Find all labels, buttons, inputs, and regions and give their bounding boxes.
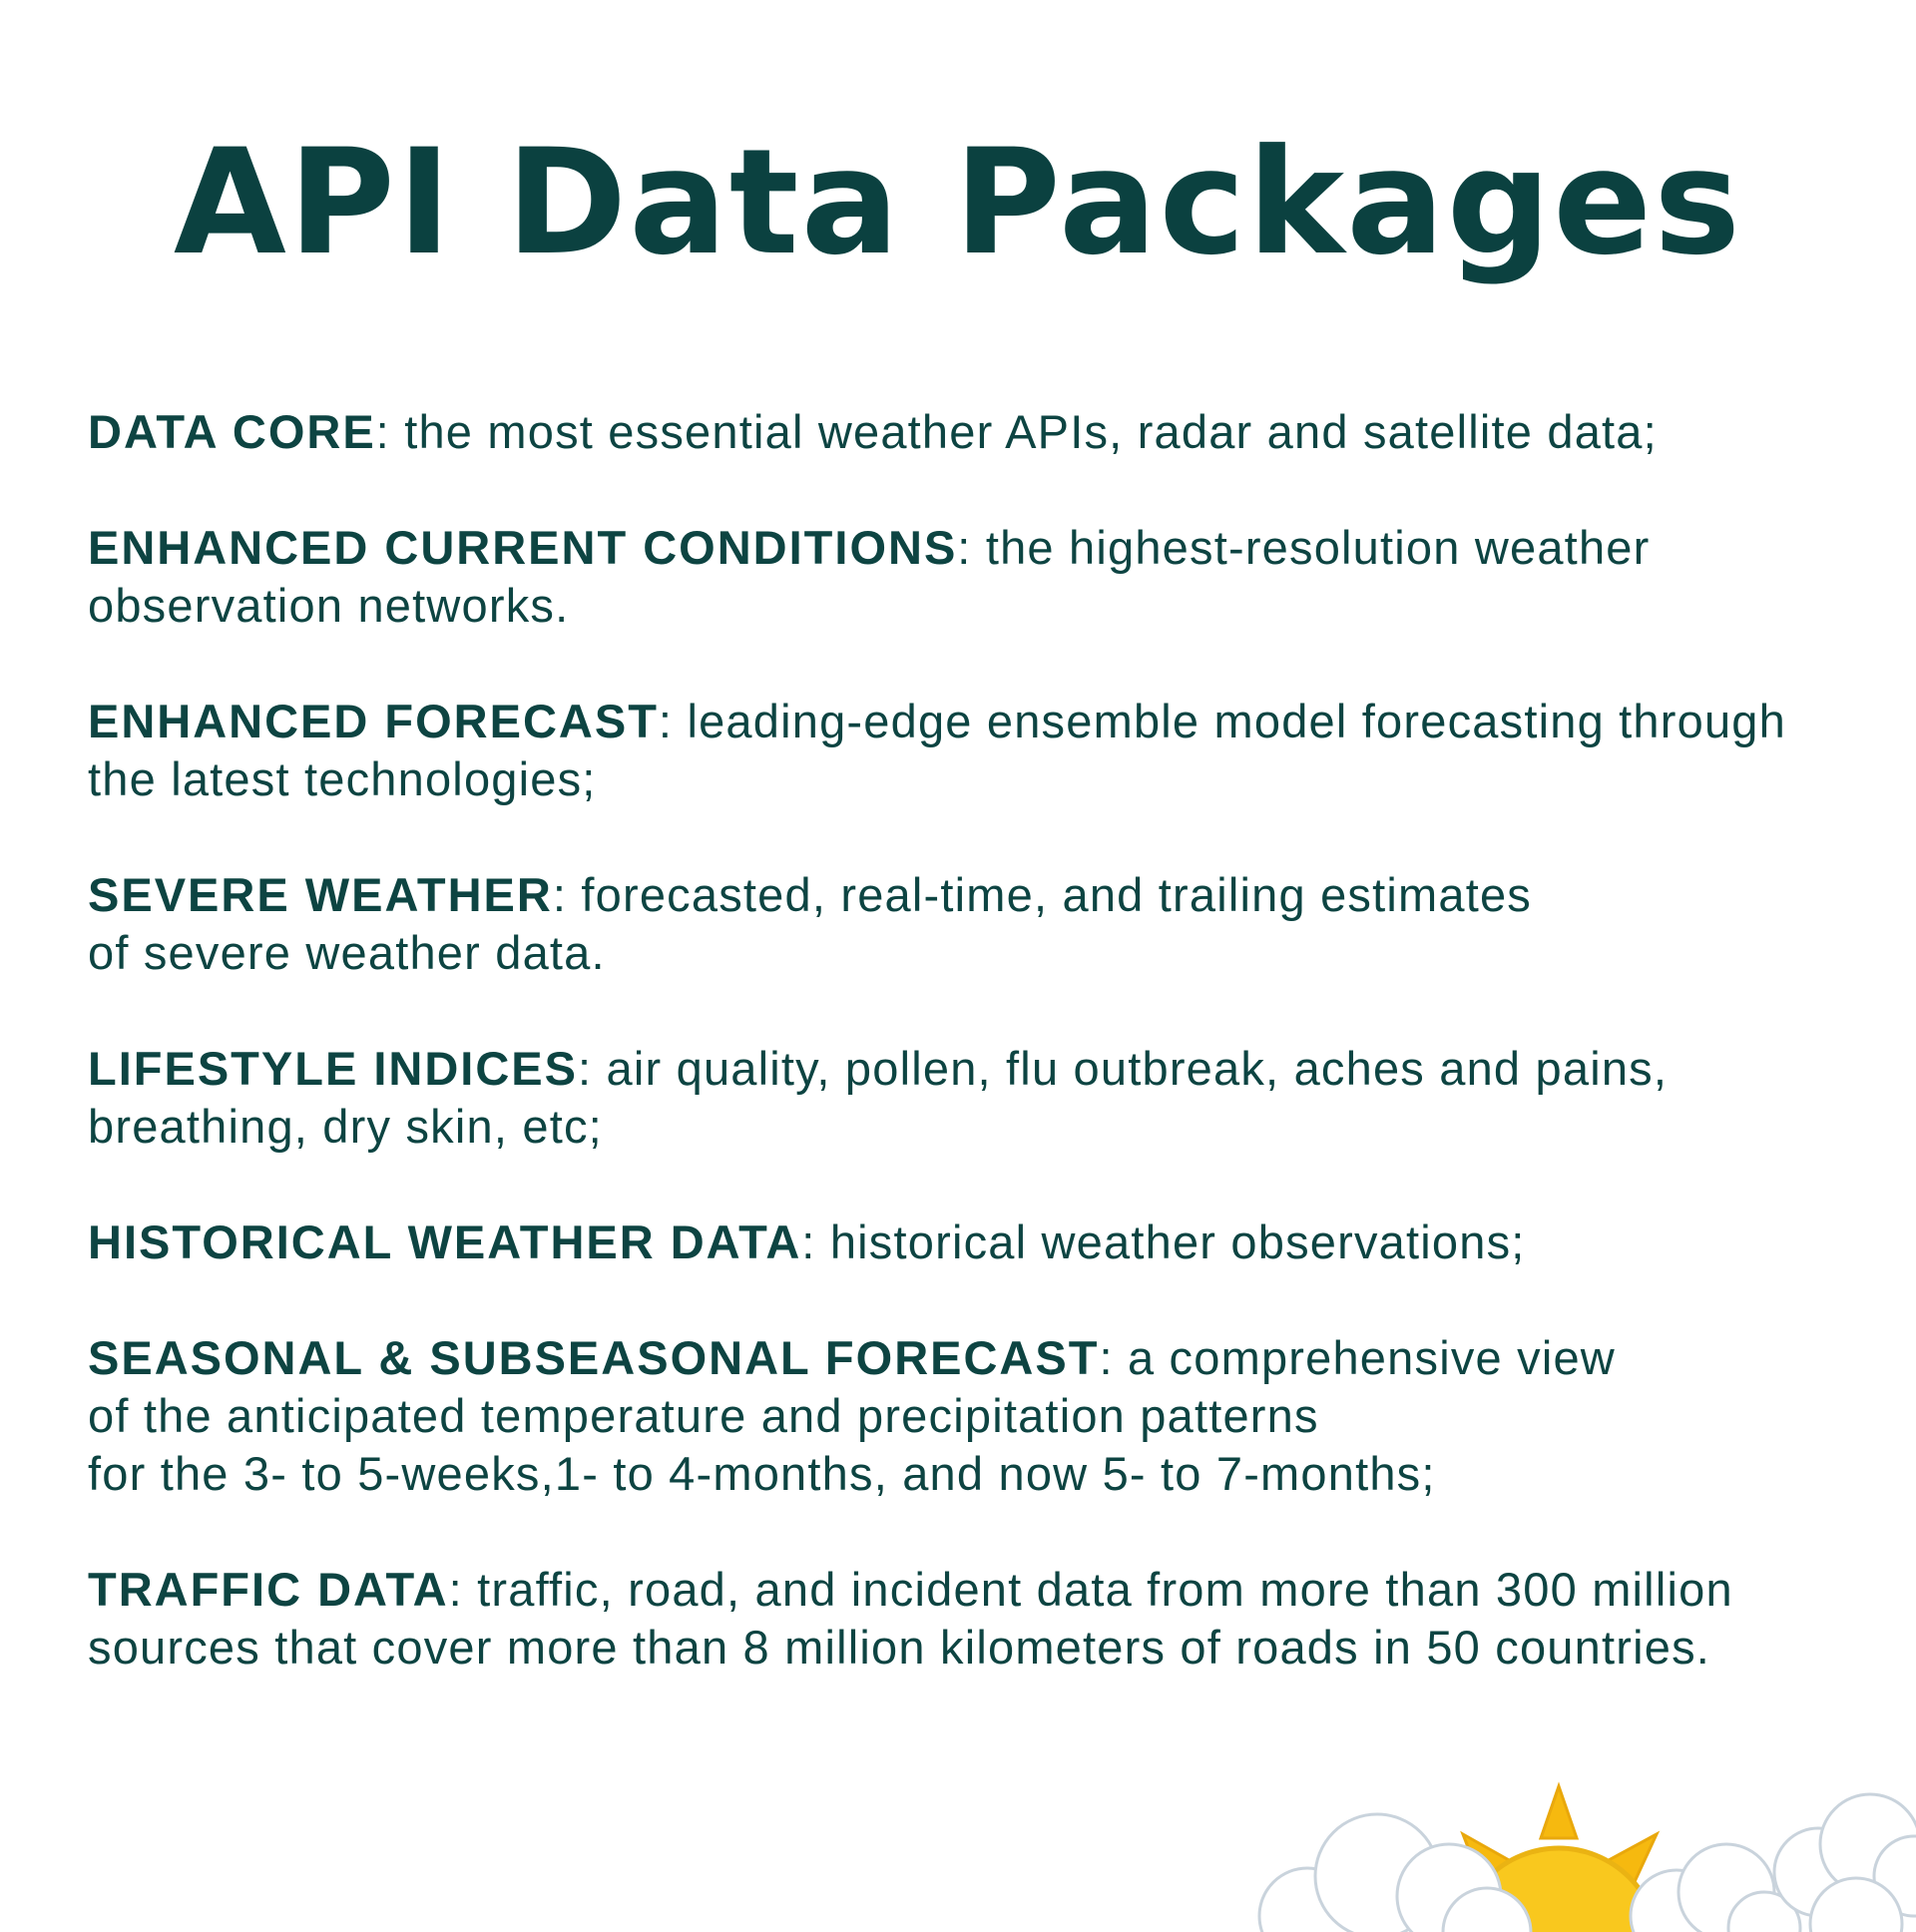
package-name: LIFESTYLE INDICES [88,1042,578,1095]
package-name: SEASONAL & SUBSEASONAL FORECAST [88,1331,1100,1384]
package-lifestyle-indices [88,1040,1884,1156]
package-name: HISTORICAL WEATHER DATA [88,1215,802,1268]
package-line [88,1040,1884,1098]
package-description: : historical weather observations; [801,1215,1526,1268]
package-line [88,1561,1884,1619]
package-description: : the highest-resolution weather [957,521,1651,574]
page-title: API Data Packages [173,118,1743,287]
package-description: for the 3- to 5-weeks,1- to 4-months, and now 5- to 7-months; [88,1447,1436,1500]
cloud-left-icon [1259,1814,1531,1932]
package-description: : leading-edge ensemble model forecasting through [658,695,1786,747]
package-list [88,403,1884,1734]
package-name: DATA CORE [88,405,376,458]
package-line [88,1213,1884,1271]
package-description: : air quality, pollen, flu outbreak, aches and pains, [578,1042,1669,1095]
package-description: the latest technologies; [88,752,597,805]
package-severe-weather [88,866,1884,982]
package-seasonal-subseasonal-forecast [88,1329,1884,1503]
package-historical-weather-data [88,1213,1884,1271]
package-line [88,403,1884,461]
package-data-core [88,403,1884,461]
package-enhanced-current-conditions [88,519,1884,635]
package-name: ENHANCED CURRENT CONDITIONS [88,521,958,574]
package-traffic-data [88,1561,1884,1677]
package-description: : traffic, road, and incident data from more than 300 million [448,1563,1733,1616]
cloud-middle-icon [1631,1844,1800,1932]
package-enhanced-forecast [88,693,1884,808]
package-line [88,519,1884,577]
sun-behind-clouds-icon [1237,1766,1916,1932]
package-name: TRAFFIC DATA [88,1563,449,1616]
package-name: ENHANCED FORECAST [88,695,659,747]
package-description: : a comprehensive view [1099,1331,1616,1384]
package-line [88,1329,1884,1387]
package-line [88,866,1884,924]
package-description: observation networks. [88,579,570,632]
package-description: sources that cover more than 8 million kilometers of roads in 50 countries. [88,1621,1711,1674]
package-description: : forecasted, real-time, and trailing estimates [552,868,1532,921]
package-line [88,693,1884,750]
package-name: SEVERE WEATHER [88,868,553,921]
package-description: breathing, dry skin, etc; [88,1100,603,1153]
package-description: of severe weather data. [88,926,606,979]
cloud-right-icon [1774,1794,1916,1932]
package-description: of the anticipated temperature and precipitation patterns [88,1389,1319,1442]
package-description: : the most essential weather APIs, radar and satellite data; [375,405,1658,458]
